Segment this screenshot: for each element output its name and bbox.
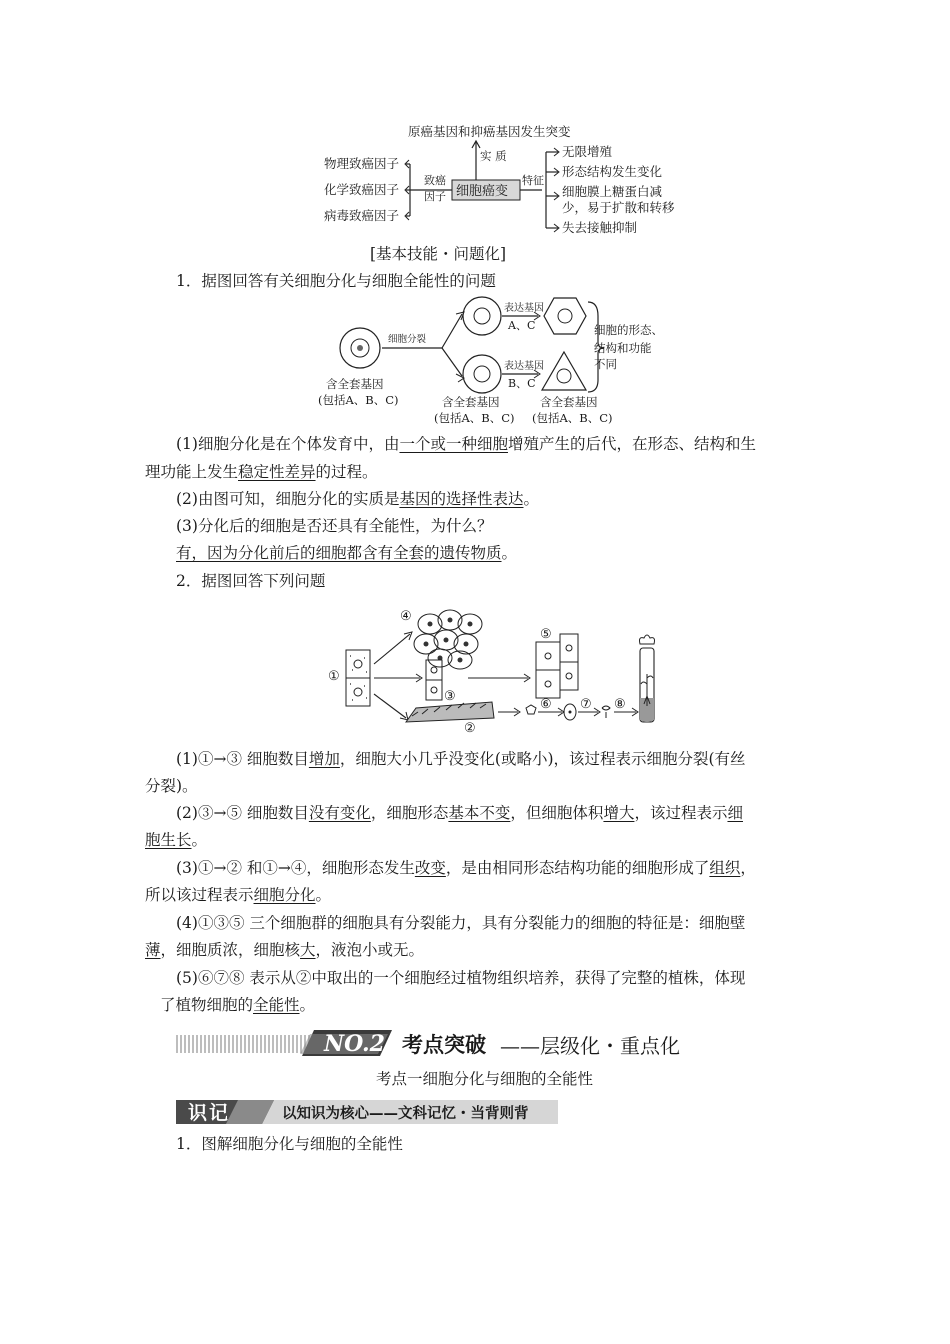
q2-title: 2．据图回答下列问题 xyxy=(176,572,326,590)
express-label-1: 表达基因 xyxy=(504,303,544,314)
cell-a-label-2: (包括A、B、C) xyxy=(318,393,399,407)
label-8: ⑧ xyxy=(614,697,626,712)
banner-no-badge xyxy=(300,1026,400,1060)
label-2: ② xyxy=(464,721,476,736)
label-5: ⑤ xyxy=(540,627,552,642)
express-label-2: 表达基因 xyxy=(504,361,544,372)
cell-c-label-2: (包括A、B、C) xyxy=(532,411,613,425)
banner-title: 考点突破 xyxy=(402,1033,486,1057)
result-line-2: 结构和功能 xyxy=(594,341,652,355)
division-label: 细胞分裂 xyxy=(388,334,427,345)
q2-para-4-line-1: (4)①③⑤ 三个细胞群的细胞具有分裂能力，具有分裂能力的细胞的特征是：细胞壁 xyxy=(176,914,746,932)
cell-b-label-2: (包括A、B、C) xyxy=(434,411,515,425)
test-tube-plantlet xyxy=(640,635,655,722)
genes-label-2: B、C xyxy=(508,377,536,390)
feature-3a: 细胞膜上糖蛋白减 xyxy=(562,184,663,199)
memory-bar-text: 以知识为核心——文科记忆・当背则背 xyxy=(282,1106,529,1122)
label-4: ④ xyxy=(400,609,412,624)
result-line-1: 细胞的形态、 xyxy=(594,323,663,337)
differentiation-diagram xyxy=(318,296,678,428)
q1-para-2: (2)由图可知，细胞分化的实质是基因的选择性表达。 xyxy=(176,490,539,508)
topic-title: 考点一细胞分化与细胞的全能性 xyxy=(376,1070,594,1088)
q2-para-1-line-2: 分裂)。 xyxy=(145,777,198,795)
q2-para-1-line-1: (1)①→③ 细胞数目增加，细胞大小几乎没变化(或略小)，该过程表示细胞分裂(有丝 xyxy=(176,750,746,768)
section-basic-skills: [基本技能・问题化] xyxy=(370,245,507,263)
q2-para-2-line-2: 胞生长。 xyxy=(145,831,208,849)
q1-title: 1．据图回答有关细胞分化与细胞全能性的问题 xyxy=(176,272,496,290)
callus-tissue-2 xyxy=(406,702,494,722)
cause-physical: 物理致癌因子 xyxy=(324,156,400,171)
label-3: ③ xyxy=(444,689,456,704)
feature-2: 形态结构发生变化 xyxy=(562,164,663,179)
plant-tissue-diagram xyxy=(326,604,668,736)
memory-tag: 识记 xyxy=(188,1102,231,1124)
q2-para-2-line-1: (2)③→⑤ 细胞数目没有变化，细胞形态基本不变，但细胞体积增大，该过程表示细 xyxy=(176,804,743,822)
causes-label-2: 因子 xyxy=(424,190,446,203)
cause-chemical: 化学致癌因子 xyxy=(324,182,400,197)
cancer-top-text: 原癌基因和抑癌基因发生突变 xyxy=(408,124,571,139)
cancer-center-label: 细胞癌变 xyxy=(456,184,509,199)
item-1-title: 1．图解细胞分化与细胞的全能性 xyxy=(176,1135,403,1153)
cell-c-label-1: 含全套基因 xyxy=(540,395,598,409)
cause-virus: 病毒致癌因子 xyxy=(324,208,400,223)
essence-label: 实 质 xyxy=(480,149,507,163)
q1-para-1-line-2: 理功能上发生稳定性差异的过程。 xyxy=(145,463,378,481)
genes-label-1: A、C xyxy=(508,319,536,332)
label-6: ⑥ xyxy=(540,697,552,712)
q2-para-5-line-1: (5)⑥⑦⑧ 表示从②中取出的一个细胞经过植物组织培养，获得了完整的植株，体现 xyxy=(176,969,746,987)
cell-a-label-1: 含全套基因 xyxy=(326,377,384,391)
banner-no-text: NO.2 xyxy=(324,1031,385,1057)
features-label: 特征 xyxy=(522,174,544,187)
q2-para-3-line-1: (3)①→② 和①→④，细胞形态发生改变，是由相同形态结构功能的细胞形成了组织， xyxy=(176,859,756,877)
q2-para-3-line-2: 所以该过程表示细胞分化。 xyxy=(145,886,332,904)
label-1: ① xyxy=(328,669,340,684)
label-7: ⑦ xyxy=(580,697,592,712)
original-cell xyxy=(340,328,380,368)
q1-para-3-answer: 有，因为分化前后的细胞都含有全套的遗传物质。 xyxy=(176,544,518,562)
cell-b-label-1: 含全套基因 xyxy=(442,395,500,409)
q2-para-4-line-2: 薄，细胞质浓，细胞核大，液泡小或无。 xyxy=(145,941,425,959)
feature-4: 失去接触抑制 xyxy=(562,220,638,235)
banner-subtitle: ——层级化・重点化 xyxy=(500,1034,680,1058)
q1-para-3: (3)分化后的细胞是否还具有全能性，为什么？ xyxy=(176,517,493,535)
q1-para-1-line-1: (1)细胞分化是在个体发育中，由一个或一种细胞增殖产生的后代，在形态、结构和生 xyxy=(176,435,756,453)
causes-label-1: 致癌 xyxy=(424,174,446,187)
feature-3b: 少，易于扩散和转移 xyxy=(562,200,675,215)
q2-para-5-line-2: 了植物细胞的全能性。 xyxy=(160,996,316,1014)
cell-cancer-diagram xyxy=(310,118,700,240)
result-line-3: 不同 xyxy=(594,357,617,371)
feature-1: 无限增殖 xyxy=(562,144,613,159)
